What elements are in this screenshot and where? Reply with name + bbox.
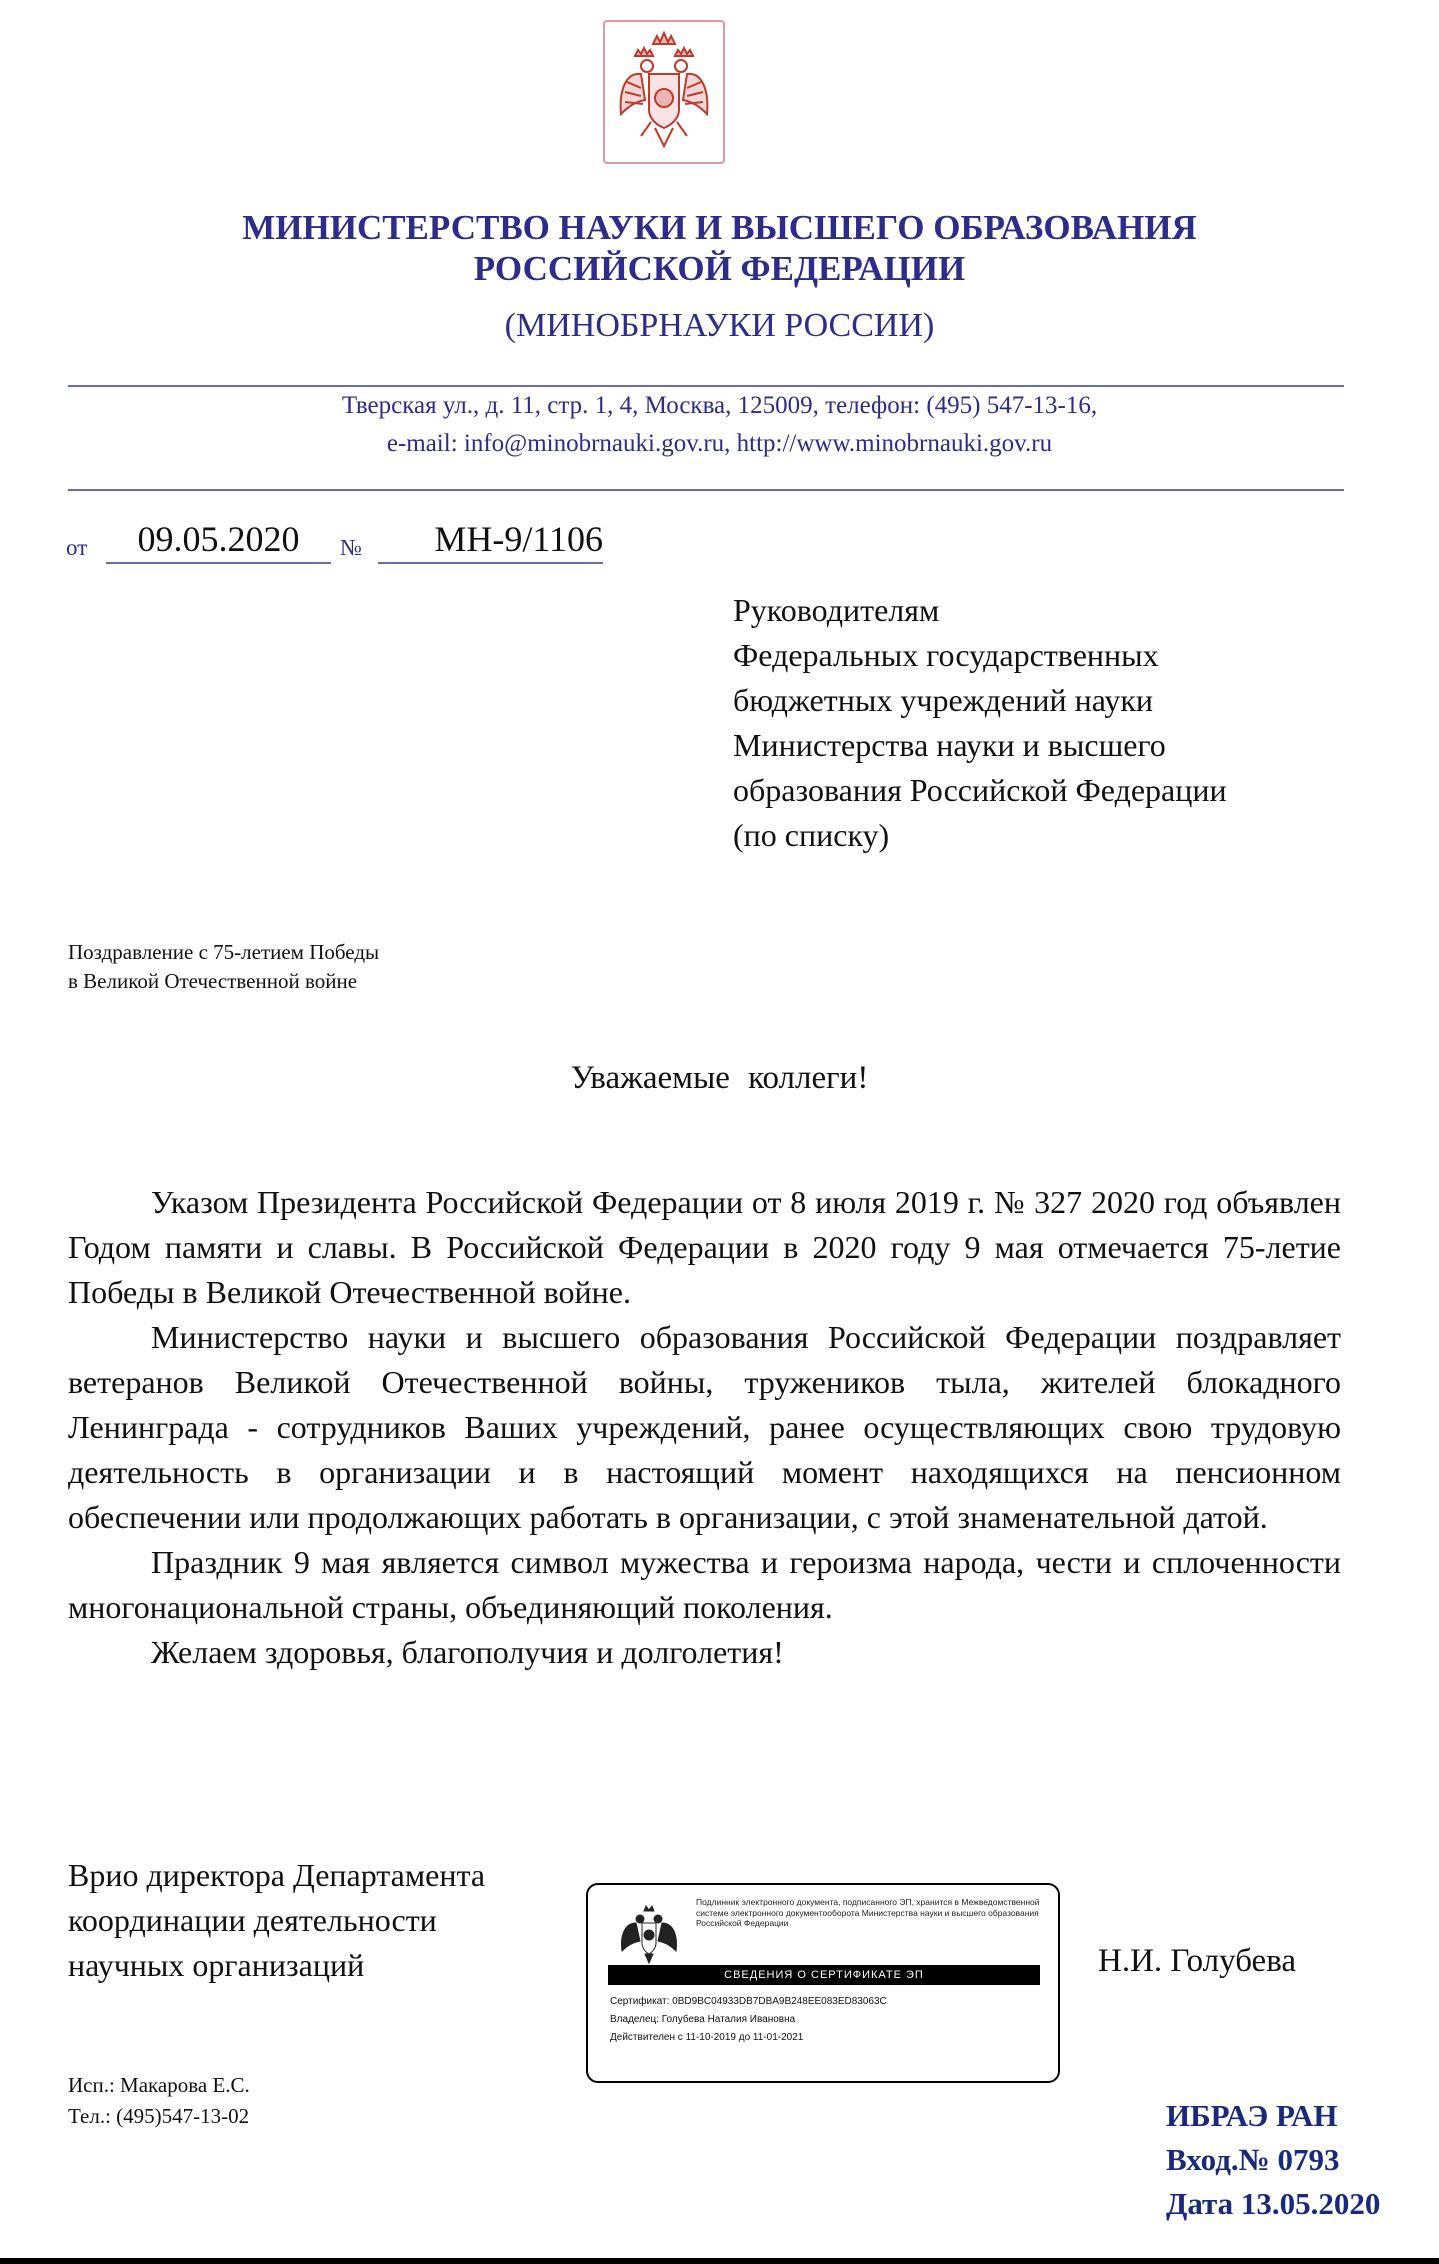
- signatory-position-line: координации деятельности: [68, 1902, 437, 1938]
- ministry-contacts: e-mail: info@minobrnauki.gov.ru, http://www.minobrnauki.gov.ru: [386, 430, 1053, 457]
- incoming-date: Дата 13.05.2020: [1166, 2186, 1381, 2221]
- stamp-emblem-icon: [616, 1901, 682, 1965]
- signatory-position: [68, 1853, 485, 1988]
- date-label: от: [66, 535, 88, 560]
- body-paragraph: Министерство науки и высшего образования Российской Федерации поздравляет ветеранов Великой Отечественной войны, тружеников тыла, жителей блокадного Ленинграда - сотрудников Ваших учреждений, ранее осуществляющих свою трудовую деятельность в организации и в настоящий момент находящихся на пенсионном обеспечении или продолжающих работать в организации, с этой знаменательной датой.: [68, 1319, 1341, 1535]
- ministry-name-line1: МИНИСТЕРСТВО НАУКИ И ВЫСШЕГО ОБРАЗОВАНИЯ: [242, 208, 1197, 247]
- body-paragraph: Праздник 9 мая является символ мужества и героизма народа, чести и сплоченности многонациональной страны, объединяющий поколения.: [68, 1544, 1341, 1625]
- header-divider-bottom: [68, 489, 1344, 491]
- signatory-position-line: научных организаций: [68, 1947, 365, 1983]
- number-label: №: [340, 535, 362, 560]
- ministry-name-line2: РОССИЙСКОЙ ФЕДЕРАЦИИ: [473, 249, 966, 288]
- body-paragraph: Желаем здоровья, благополучия и долголетия!: [151, 1634, 784, 1670]
- page-bottom-border: [0, 2258, 1439, 2264]
- executor-name: Исп.: Макарова Е.С.: [68, 2073, 250, 2097]
- greeting: Уважаемые коллеги!: [570, 1060, 869, 1096]
- addressee-line: Федеральных государственных: [733, 637, 1159, 673]
- stamp-note: Подлинник электронного документа, подписанного ЭП, хранится в Межведомственной системе электронного документооборота Министерства науки и высшего образования Российской Федерации: [696, 1897, 1040, 1928]
- signatory-name: Н.И. Голубева: [1098, 1943, 1296, 1979]
- document-date: 09.05.2020: [106, 518, 331, 564]
- addressee-block: [733, 588, 1227, 858]
- stamp-header: СВЕДЕНИЯ О СЕРТИФИКАТЕ ЭП: [608, 1965, 1040, 1985]
- subject-block: [68, 938, 379, 996]
- stamp-details: [610, 1993, 1054, 2047]
- incoming-registration-stamp: [1166, 2094, 1380, 2226]
- addressee-line: Министерства науки и высшего: [733, 727, 1166, 763]
- coat-of-arms-emblem-icon: [603, 20, 725, 164]
- addressee-line: образования Российской Федерации: [733, 772, 1227, 808]
- certificate-number: Сертификат: 0BD9BC04933DB7DBA9B248EE083ED83063C: [610, 1996, 887, 2007]
- certificate-owner: Владелец: Голубева Наталия Ивановна: [610, 2014, 796, 2025]
- addressee-line: Руководителям: [733, 592, 940, 628]
- signatory-position-line: Врио директора Департамента: [68, 1857, 486, 1893]
- letter-body: [68, 1180, 1341, 1675]
- incoming-org: ИБРАЭ РАН: [1166, 2098, 1338, 2133]
- subject-line: в Великой Отечественной войне: [68, 969, 358, 993]
- document-number: МН-9/1106: [378, 518, 603, 564]
- e-signature-stamp: [586, 1883, 1060, 2083]
- certificate-validity: Действителен с 11-10-2019 до 11-01-2021: [610, 2032, 804, 2043]
- subject-line: Поздравление с 75-летием Победы: [68, 940, 380, 964]
- addressee-line: (по списку): [733, 817, 890, 853]
- ministry-short-name: (МИНОБРНАУКИ РОССИИ): [504, 307, 935, 344]
- executor-phone: Тел.: (495)547-13-02: [68, 2104, 250, 2128]
- incoming-number: Вход.№ 0793: [1166, 2142, 1340, 2177]
- header-divider-top: [68, 385, 1344, 387]
- addressee-line: бюджетных учреждений науки: [733, 682, 1153, 718]
- ministry-address: Тверская ул., д. 11, стр. 1, 4, Москва, 125009, телефон: (495) 547-13-16,: [341, 392, 1098, 419]
- body-paragraph: Указом Президента Российской Федерации от 8 июля 2019 г. № 327 2020 год объявлен Годом памяти и славы. В Российской Федерации в 2020 году 9 мая отмечается 75-летие Победы в Великой Отечественной войне.: [68, 1184, 1341, 1310]
- executor-block: [68, 2070, 250, 2132]
